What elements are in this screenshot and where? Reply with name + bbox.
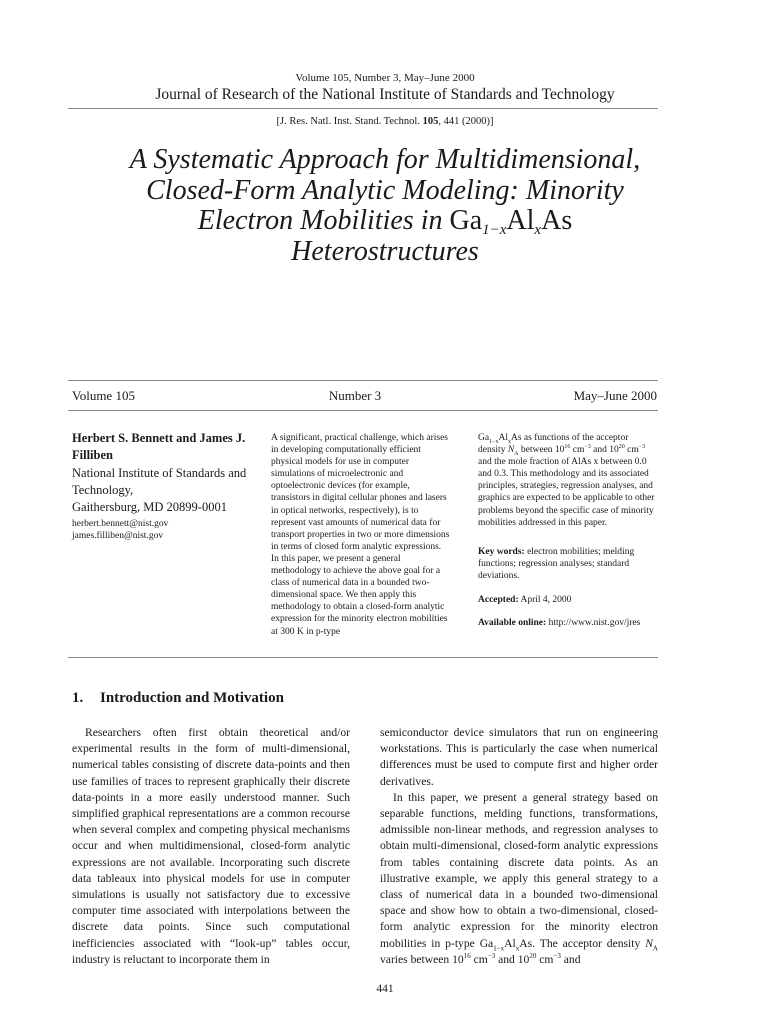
issue-volume: Volume 105 bbox=[72, 388, 135, 403]
available-online: Available online: http://www.nist.gov/jres bbox=[478, 618, 641, 628]
body-left-column bbox=[72, 725, 350, 968]
paragraph: semiconductor device simulators that run on engineering workstations. This is particularly the case when numerical differences must be used to compute first and higher order derivatives. bbox=[380, 726, 658, 788]
header-rule bbox=[68, 108, 658, 109]
keywords: Key words: electron mobilities; melding functions; regression analyses; standard deviations. bbox=[478, 547, 635, 582]
title-line-3: Electron Mobilities in $Ga_{1-x}Al_xAs$ bbox=[197, 205, 573, 238]
section-heading: 1. Introduction and Motivation bbox=[72, 690, 284, 706]
author-names: Herbert S. Bennett and James J. Filliben bbox=[72, 431, 246, 462]
online-link[interactable]: http://www.nist.gov/jres bbox=[546, 618, 641, 628]
paragraph: In this paper, we present a general strategy based on separable functions, melding functions, transformations, admissible non-linear methods, and regression analyses to obtain multi-dimensional, closed-form analytic expressions from tables containing discrete data points. As an illustrative example, we apply this general strategy to a class of numerical data in a bounded two-dimensional space and show how to obtain a two-dimensional, closed-form analytic expression for the minority electron mobilities in p-type $Ga_{1-x}Al_xAs$. The acceptor density $N_A$ varies between $10^{16}$ $cm^{-3}$ and $10^{20}$ $cm^{-3}$ and bbox=[380, 790, 658, 966]
abstract-continuation: $Ga_{1-x}Al_xAs$ as functions of the acceptor density $N_A$ between $10^{16}$ $cm^{-3}$ and $10^{20}$ $cm^{-3}$ and the mole fraction of AlAs x between 0.0 and 0.3. This methodology and its associated principles, strategies, regression analyses, and graphics are expected to be applicable to other problems beyond the specific case of minority mobilities addressed in this paper. bbox=[478, 433, 655, 528]
issue-bottom-rule bbox=[68, 410, 658, 411]
page-number: 441 bbox=[376, 983, 394, 995]
title-line-1: A Systematic Approach for Multidimensional, bbox=[129, 144, 641, 175]
title-line-4: Heterostructures bbox=[291, 235, 479, 267]
email-link[interactable]: herbert.bennett@nist.gov bbox=[72, 519, 169, 529]
email-link[interactable]: james.filliben@nist.gov bbox=[72, 531, 164, 541]
body-right-column bbox=[380, 725, 658, 968]
journal-name: Journal of Research of the National Institute of Standards and Technology bbox=[155, 86, 615, 103]
issue-date: May–June 2000 bbox=[573, 388, 657, 403]
author-affiliation: National Institute of Standards and Technology, Gaithersburg, MD 20899-0001 bbox=[72, 466, 247, 514]
paper-title bbox=[60, 145, 710, 267]
paragraph: Researchers often first obtain theoretical and/or experimental results in the form of multi-dimensional, numerical tables consisting of discrete data-points and then use families of traces to represent graphically their discrete data-points in a more easily understood manner. Such simplified graphical representations are a common recourse when several complex and competing physical mechanisms occur and when multidimensional, closed-form analytic expressions are not available. Incorporating such discrete data tableaux into physical models for use in computer simulations is usually not satisfactory due to excessive computer time associated with interpolations between the discrete data points. Since such computational inefficiencies associated with “look-up” tables occur, industry is reluctant to incorporate them in bbox=[72, 726, 350, 966]
author-emails bbox=[72, 518, 258, 542]
abstract-bottom-rule bbox=[68, 657, 658, 658]
accepted-date: Accepted: April 4, 2000 bbox=[478, 595, 572, 605]
issue-number: Number 3 bbox=[328, 388, 382, 403]
title-line-2: Closed-Form Analytic Modeling: Minority bbox=[146, 174, 624, 206]
issue-top-rule bbox=[68, 380, 658, 381]
volume-issue-line: Volume 105, Number 3, May–June 2000 bbox=[295, 72, 475, 84]
citation: [J. Res. Natl. Inst. Stand. Technol. 105, 441 (2000)] bbox=[276, 116, 494, 127]
abstract-text: A significant, practical challenge, which arises in developing computationally efficient physical models for use in computer simulations of microelectronic and optoelectronic devices (for example, transistors in digital cellular phones and lasers in optical networks, respectively), is to represent vast amounts of numerical data for transport properties in two or more dimensions in terms of closed form analytic expressions. In this paper, we present a general methodology to achieve the above goal for a class of numerical data in a bounded two-dimensional space. We then apply this methodology to obtain a closed-form analytic expression for the minority electron mobilities at 300 K in p-type bbox=[271, 433, 450, 637]
